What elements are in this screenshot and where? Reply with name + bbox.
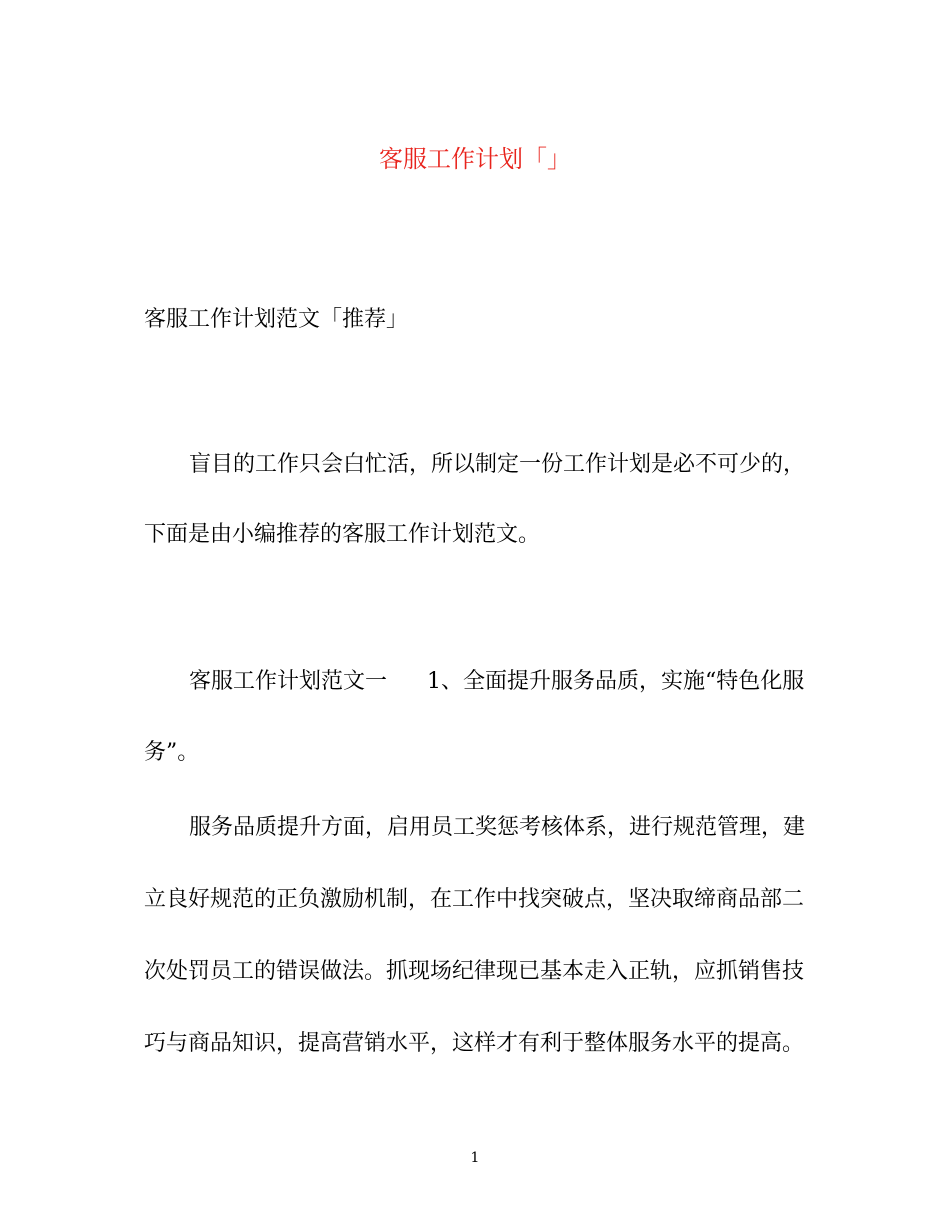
intro-line-2: 下面是由小编推荐的客服工作计划范文。 (144, 522, 541, 547)
section-1-first-line (189, 664, 804, 700)
document-subtitle: 客服工作计划范文「推荐」 (144, 307, 409, 332)
paragraph-line-2: 立良好规范的正负激励机制，在工作中找突破点，坚决取缔商品部二 (144, 887, 805, 912)
page-number: 1 (470, 1150, 480, 1166)
section-1-line-1-rest: 1、全面提升服务品质，实施“特色化服 (427, 669, 805, 694)
intro-line-1: 盲目的工作只会白忙活，所以制定一份工作计划是必不可少的， (189, 452, 806, 477)
section-1-heading: 客服工作计划范文一 (189, 669, 388, 694)
paragraph-line-1: 服务品质提升方面，启用员工奖惩考核体系，进行规范管理，建 (189, 815, 806, 840)
paragraph-line-3: 次处罚员工的错误做法。抓现场纪律现已基本走入正轨，应抓销售技 (144, 959, 805, 984)
section-1-line-2: 务”。 (144, 740, 200, 765)
document-title: 客服工作计划「」 (379, 145, 571, 173)
paragraph-line-4: 巧与商品知识，提高营销水平，这样才有利于整体服务水平的提高。 (144, 1031, 805, 1056)
